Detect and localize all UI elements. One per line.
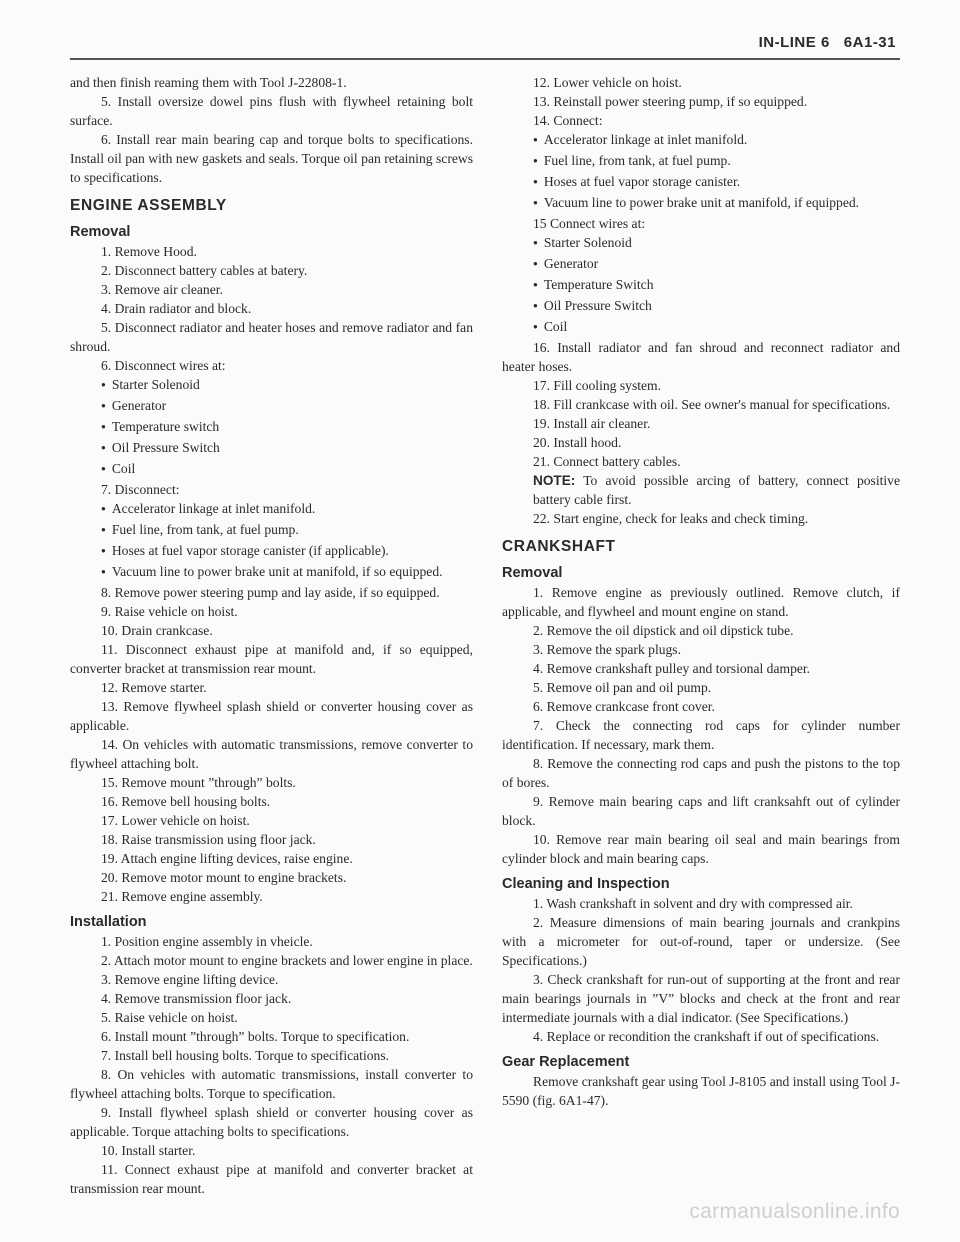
header-rule xyxy=(70,58,900,60)
list-item: 18. Raise transmission using floor jack. xyxy=(101,832,316,847)
list-item: 10. Remove rear main bearing oil seal and main bearings from cylinder block and main bearing caps. xyxy=(502,832,900,866)
bullet-item: ● Temperature Switch xyxy=(502,275,900,296)
subheading-removal: Removal xyxy=(70,224,131,240)
section-heading-crankshaft: CRANKSHAFT xyxy=(502,538,616,555)
right-column xyxy=(502,73,900,1110)
subheading-gear-replacement: Gear Replacement xyxy=(502,1054,630,1070)
list-item: 10. Install starter. xyxy=(101,1143,196,1158)
list-item: 12. Remove starter. xyxy=(101,680,207,695)
bullet-item: ● Fuel line, from tank, at fuel pump. xyxy=(70,520,473,541)
list-item: 21. Remove engine assembly. xyxy=(101,889,263,904)
list-item: 6. Disconnect wires at: xyxy=(101,358,226,373)
list-item: 8. Remove the connecting rod caps and push the pistons to the top of bores. xyxy=(502,756,900,790)
list-item: 4. Drain radiator and block. xyxy=(101,301,252,316)
left-column xyxy=(70,73,473,1198)
list-item: 11. Connect exhaust pipe at manifold and converter bracket at transmission rear mount. xyxy=(70,1162,473,1196)
list-item: 5. Raise vehicle on hoist. xyxy=(101,1010,238,1025)
list-item: 15 Connect wires at: xyxy=(533,216,646,231)
bullet-item: ● Hoses at fuel vapor storage canister (if applicable). xyxy=(70,541,473,562)
paragraph: and then finish reaming them with Tool J-22808-1. xyxy=(70,75,347,90)
bullet-item: ● Accelerator linkage at inlet manifold. xyxy=(70,499,473,520)
list-item: 2. Remove the oil dipstick and oil dipstick tube. xyxy=(533,623,794,638)
list-item: 1. Remove engine as previously outlined. Remove clutch, if applicable, and flywheel and mount engine on stand. xyxy=(502,585,900,619)
list-item: 10. Drain crankcase. xyxy=(101,623,213,638)
list-item: 12. Lower vehicle on hoist. xyxy=(533,75,682,90)
list-item: 16. Install radiator and fan shroud and reconnect radiator and heater hoses. xyxy=(502,340,900,374)
list-item: 14. Connect: xyxy=(533,113,603,128)
bullet-item: ● Hoses at fuel vapor storage canister. xyxy=(502,172,900,193)
list-item: 4. Remove crankshaft pulley and torsional damper. xyxy=(533,661,811,676)
bullet-item: ● Oil Pressure Switch xyxy=(70,438,473,459)
list-item: 2. Measure dimensions of main bearing journals and crankpins with a micrometer for out-of-round, taper or undersize. (See Specifications.) xyxy=(502,915,900,968)
list-item: 1. Wash crankshaft in solvent and dry with compressed air. xyxy=(533,896,853,911)
list-item: 18. Fill crankcase with oil. See owner's manual for specifications. xyxy=(533,397,891,412)
note-text: To avoid possible arcing of battery, connect positive battery cable first. xyxy=(533,473,900,507)
list-item: 3. Remove engine lifting device. xyxy=(101,972,279,987)
list-item: 9. Remove main bearing caps and lift cranksahft out of cylinder block. xyxy=(502,794,900,828)
subheading-removal: Removal xyxy=(502,565,563,581)
section-heading-engine-assembly: ENGINE ASSEMBLY xyxy=(70,197,227,214)
list-item: 7. Check the connecting rod caps for cylinder number identification. If necessary, mark them. xyxy=(502,718,900,752)
bullet-item: ● Starter Solenoid xyxy=(70,375,473,396)
subheading-cleaning-inspection: Cleaning and Inspection xyxy=(502,876,670,892)
watermark: carmanualsonline.info xyxy=(689,1200,900,1223)
list-item: 20. Remove motor mount to engine brackets. xyxy=(101,870,347,885)
list-item: 21. Connect battery cables. xyxy=(533,454,681,469)
list-item: 15. Remove mount ”through” bolts. xyxy=(101,775,296,790)
list-item: 11. Disconnect exhaust pipe at manifold and, if so equipped, converter bracket at transmission rear mount. xyxy=(70,642,473,676)
list-item: 2. Disconnect battery cables at batery. xyxy=(101,263,308,278)
paragraph: Remove crankshaft gear using Tool J-8105 and install using Tool J-5590 (fig. 6A1-47). xyxy=(502,1074,900,1108)
list-item: 17. Lower vehicle on hoist. xyxy=(101,813,250,828)
bullet-item: ● Temperature switch xyxy=(70,417,473,438)
list-item: 4. Remove transmission floor jack. xyxy=(101,991,292,1006)
bullet-item: ● Coil xyxy=(502,317,900,338)
list-item: 5. Disconnect radiator and heater hoses and remove radiator and fan shroud. xyxy=(70,320,473,354)
list-item: 13. Reinstall power steering pump, if so equipped. xyxy=(533,94,808,109)
list-item: 2. Attach motor mount to engine brackets and lower engine in place. xyxy=(101,953,473,968)
bullet-item: ● Generator xyxy=(70,396,473,417)
list-item: 3. Remove air cleaner. xyxy=(101,282,223,297)
bullet-item: ● Generator xyxy=(502,254,900,275)
note-label: NOTE: xyxy=(533,473,576,488)
list-item: 6. Install mount ”through” bolts. Torque to specification. xyxy=(101,1029,410,1044)
list-item: 16. Remove bell housing bolts. xyxy=(101,794,271,809)
paragraph: 6. Install rear main bearing cap and torque bolts to specifications. Install oil pan with new gaskets and seals. Torque oil pan retaining screws to specifications. xyxy=(70,132,473,185)
list-item: 1. Position engine assembly in vheicle. xyxy=(101,934,313,949)
list-item: 20. Install hood. xyxy=(533,435,622,450)
list-item: 9. Raise vehicle on hoist. xyxy=(101,604,238,619)
list-item: 8. Remove power steering pump and lay aside, if so equipped. xyxy=(101,585,440,600)
bullet-item: ● Accelerator linkage at inlet manifold. xyxy=(502,130,900,151)
list-item: 17. Fill cooling system. xyxy=(533,378,662,393)
list-item: 19. Attach engine lifting devices, raise engine. xyxy=(101,851,353,866)
list-item: 22. Start engine, check for leaks and check timing. xyxy=(533,511,809,526)
note-paragraph xyxy=(502,471,900,509)
bullet-item: ● Vacuum line to power brake unit at manifold, if equipped. xyxy=(502,193,900,214)
paragraph: 5. Install oversize dowel pins flush with flywheel retaining bolt surface. xyxy=(70,94,473,128)
list-item: 7. Install bell housing bolts. Torque to specifications. xyxy=(101,1048,390,1063)
list-item: 7. Disconnect: xyxy=(101,482,180,497)
running-header: IN-LINE 6 xyxy=(758,34,830,51)
bullet-item: ● Fuel line, from tank, at fuel pump. xyxy=(502,151,900,172)
bullet-item: ● Coil xyxy=(70,459,473,480)
list-item: 14. On vehicles with automatic transmissions, remove converter to flywheel attaching bolt. xyxy=(70,737,473,771)
page-number: 6A1-31 xyxy=(843,34,896,51)
list-item: 1. Remove Hood. xyxy=(101,244,197,259)
bullet-item: ● Oil Pressure Switch xyxy=(502,296,900,317)
list-item: 13. Remove flywheel splash shield or converter housing cover as applicable. xyxy=(70,699,473,733)
list-item: 4. Replace or recondition the crankshaft if out of specifications. xyxy=(533,1029,880,1044)
bullet-item: ● Starter Solenoid xyxy=(502,233,900,254)
subheading-installation: Installation xyxy=(70,914,147,930)
list-item: 3. Check crankshaft for run-out of supporting at the front and rear main bearings journals in ”V” blocks and check at the front and rear intermediate journals with a dial indicator. (See Specifications.) xyxy=(502,972,900,1025)
list-item: 19. Install air cleaner. xyxy=(533,416,651,431)
list-item: 8. On vehicles with automatic transmissions, install converter to flywheel attaching bolts. Torque to specification. xyxy=(70,1067,473,1101)
list-item: 5. Remove oil pan and oil pump. xyxy=(533,680,712,695)
page-header xyxy=(560,34,896,54)
list-item: 3. Remove the spark plugs. xyxy=(533,642,681,657)
bullet-item: ● Vacuum line to power brake unit at manifold, if so equipped. xyxy=(70,562,473,583)
list-item: 9. Install flywheel splash shield or converter housing cover as applicable. Torque attaching bolts to specifications. xyxy=(70,1105,473,1139)
list-item: 6. Remove crankcase front cover. xyxy=(533,699,715,714)
